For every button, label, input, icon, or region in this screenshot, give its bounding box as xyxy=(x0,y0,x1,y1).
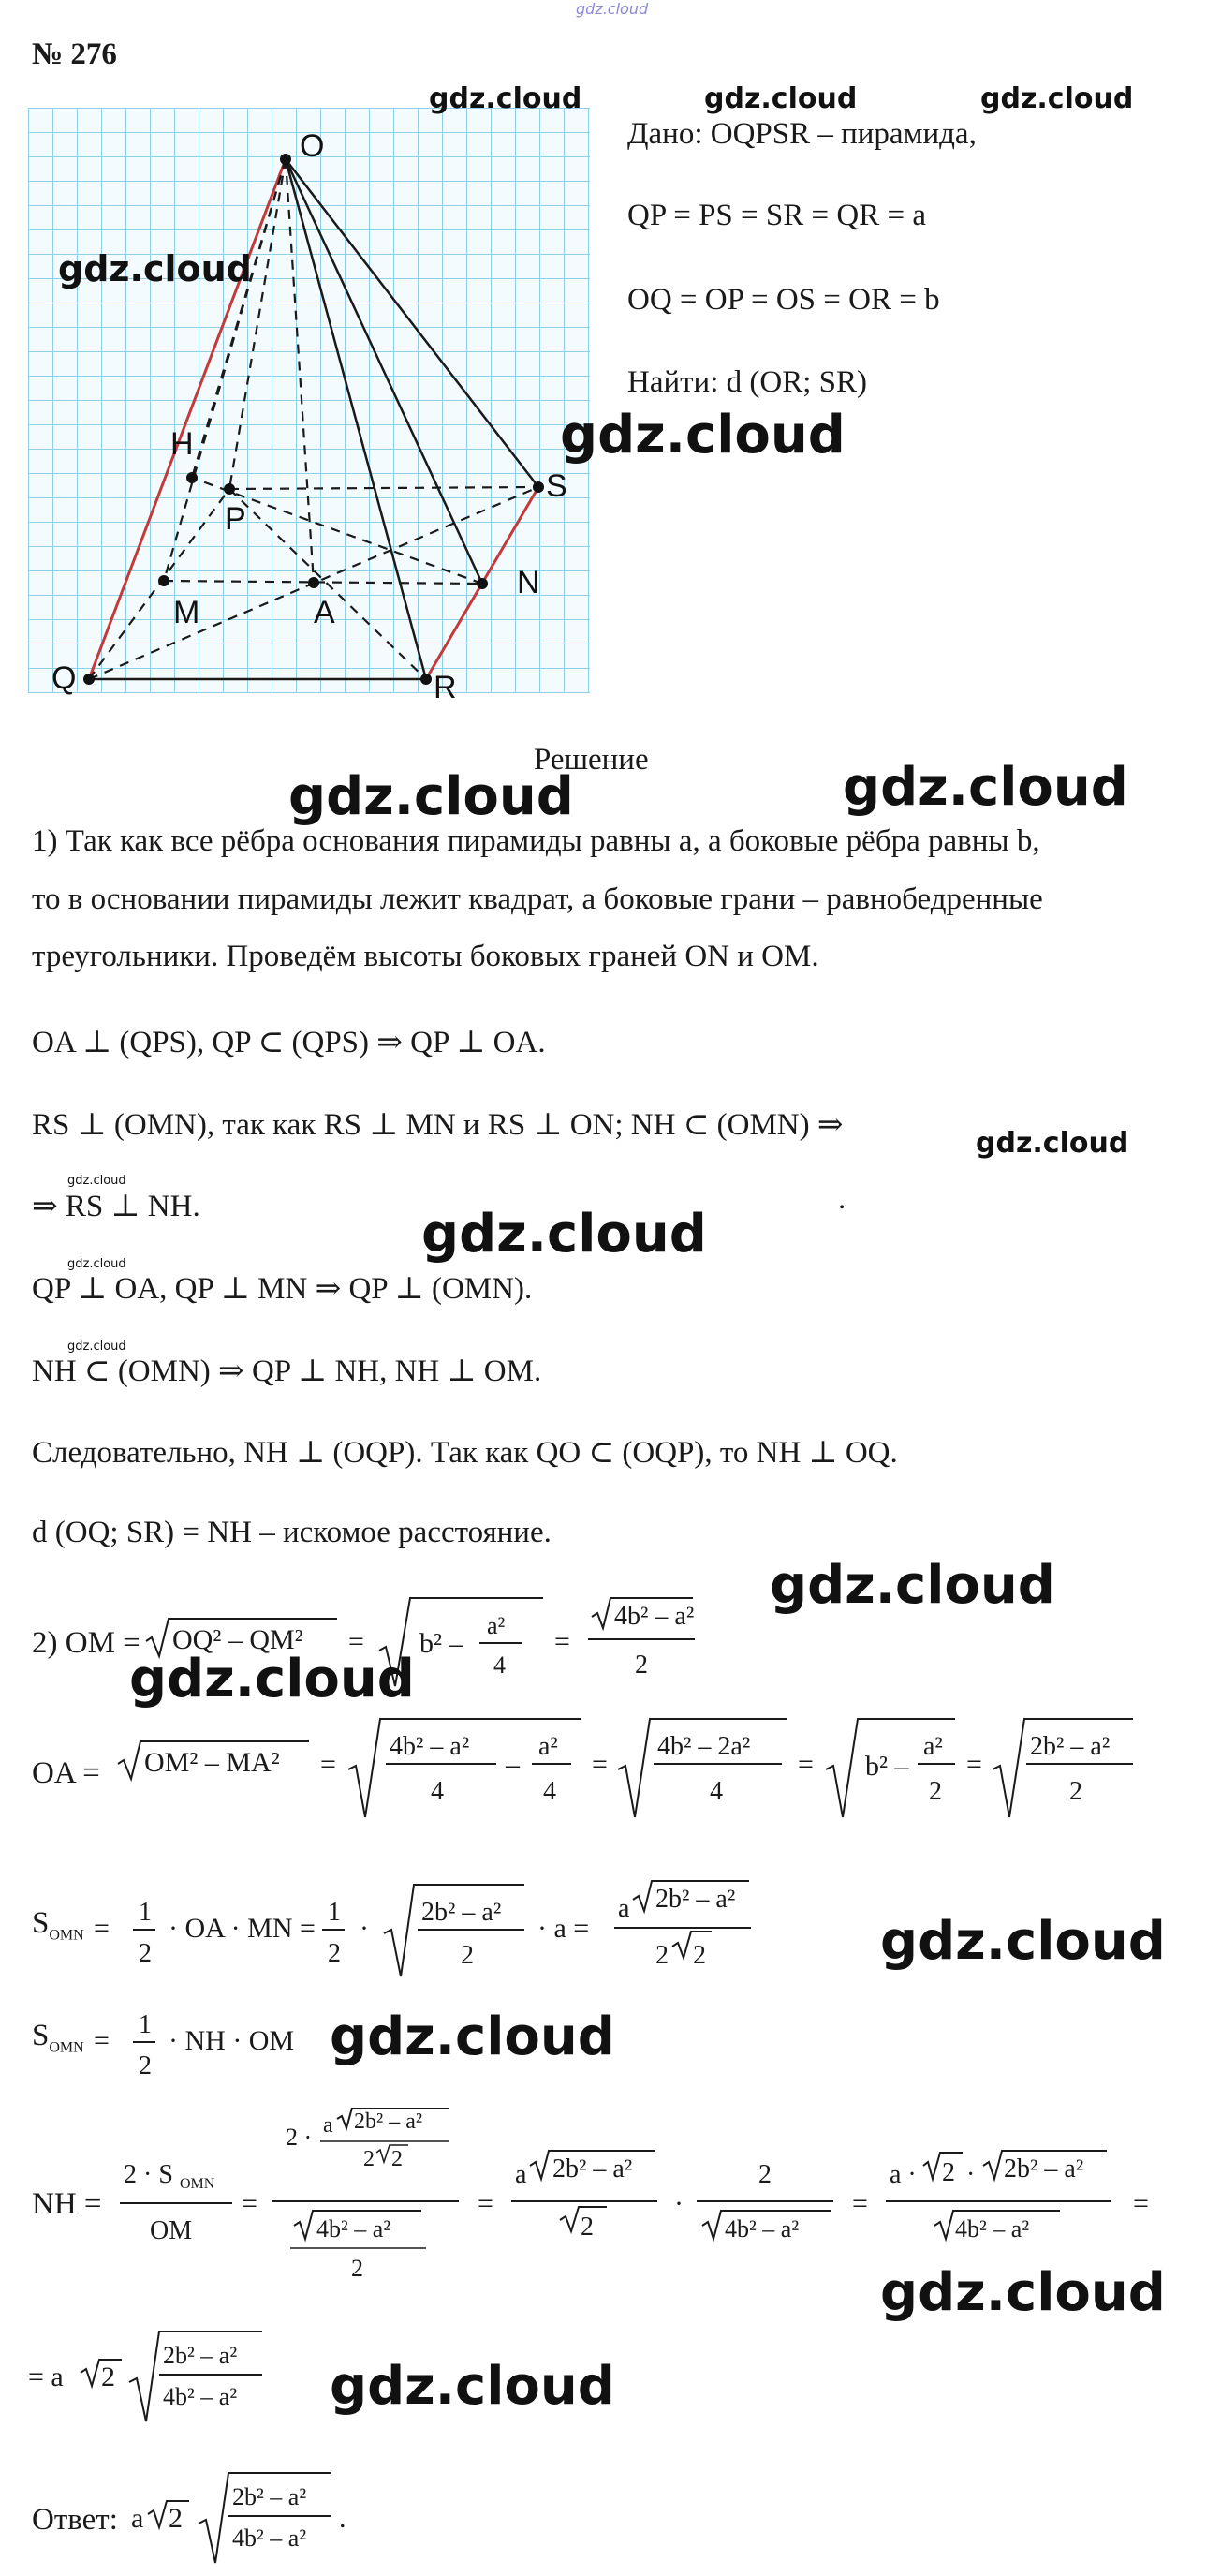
svg-text:· NH · OM: · NH · OM xyxy=(169,2025,295,2056)
svg-text:1: 1 xyxy=(328,1898,341,1927)
watermark: gdz.cloud xyxy=(330,2356,615,2417)
svg-text:a: a xyxy=(618,1894,630,1923)
solution-para-2: то в основании пирамиды лежит квадрат, а боковые грани – равнобедренные xyxy=(32,882,1043,916)
point-H xyxy=(186,472,198,483)
svg-text:a: a xyxy=(131,2503,144,2534)
svg-text:2b² – a²: 2b² – a² xyxy=(232,2483,307,2510)
svg-text:b² –: b² – xyxy=(865,1751,909,1782)
svg-text:4b² – a²: 4b² – a² xyxy=(232,2524,307,2552)
solution-line-2: RS ⊥ (OMN), так как RS ⊥ MN и RS ⊥ ON; NH ⊂ (OMN) ⇒ xyxy=(32,1108,844,1142)
svg-text:=: = xyxy=(852,2188,868,2219)
svg-text:a: a xyxy=(515,2160,527,2189)
svg-text:4b² – a²: 4b² – a² xyxy=(316,2215,391,2243)
point-A xyxy=(308,577,319,588)
svg-text:=: = xyxy=(592,1749,608,1780)
svg-text:OM² – MA²: OM² – MA² xyxy=(144,1747,280,1778)
watermark: gdz.cloud xyxy=(330,2006,615,2067)
svg-text:OMN: OMN xyxy=(180,2176,215,2192)
svg-text:2: 2 xyxy=(693,1941,706,1970)
svg-text:2: 2 xyxy=(758,2160,772,2189)
svg-text:=: = xyxy=(478,2188,493,2219)
point-R xyxy=(420,674,432,685)
svg-text:2b² – a²: 2b² – a² xyxy=(552,2154,633,2184)
svg-text:4b² – a²: 4b² – a² xyxy=(614,1602,695,1631)
solution-heading: Решение xyxy=(534,743,649,777)
solution-line-3: ⇒ RS ⊥ NH. xyxy=(32,1190,200,1223)
svg-text:· a =: · a = xyxy=(537,1913,590,1944)
svg-text:2: 2 xyxy=(461,1941,474,1970)
svg-text:1: 1 xyxy=(139,1898,152,1927)
svg-text:=: = xyxy=(966,1749,982,1780)
solution-line-1: OA ⊥ (QPS), QP ⊂ (QPS) ⇒ QP ⊥ OA. xyxy=(32,1026,546,1059)
svg-text:·: · xyxy=(674,2188,684,2219)
svg-text:2: 2 xyxy=(351,2255,363,2282)
svg-text:2b² – a²: 2b² – a² xyxy=(421,1898,502,1927)
given-line-4: Найти: d (OR; SR) xyxy=(627,365,867,399)
watermark: gdz.cloud xyxy=(421,1204,707,1265)
oa-label: OA = xyxy=(32,1756,100,1790)
label-R: R xyxy=(434,670,457,705)
label-O: O xyxy=(300,128,325,164)
svg-text:2b² – a²: 2b² – a² xyxy=(354,2110,423,2134)
svg-text:2: 2 xyxy=(942,2158,955,2187)
point-O xyxy=(280,154,291,165)
watermark-tiny: gdz.cloud xyxy=(67,1257,126,1271)
svg-text:OM: OM xyxy=(150,2216,193,2245)
stray-dot: . xyxy=(838,1182,846,1216)
watermark: gdz.cloud xyxy=(880,1911,1166,1972)
watermark: gdz.cloud xyxy=(770,1555,1055,1616)
solution-line-4: QP ⊥ OA, QP ⊥ MN ⇒ QP ⊥ (OMN). xyxy=(32,1272,533,1306)
svg-text:4b² – a²: 4b² – a² xyxy=(725,2215,800,2243)
watermark: gdz.cloud xyxy=(58,248,252,289)
solution-para-1: 1) Так как все рёбра основания пирамиды равны a, а боковые рёбра равны b, xyxy=(32,824,1040,858)
label-Q: Q xyxy=(51,660,77,696)
given-line-3: OQ = OP = OS = OR = b xyxy=(627,283,940,317)
svg-text:·: · xyxy=(360,1913,369,1944)
svg-text:4: 4 xyxy=(710,1777,723,1806)
label-M: M xyxy=(173,595,200,630)
svg-text:=: = xyxy=(94,1913,110,1944)
om-label: 2) OM = xyxy=(32,1626,140,1660)
label-S: S xyxy=(546,468,567,504)
svg-text:2: 2 xyxy=(363,2147,375,2171)
watermark: gdz.cloud xyxy=(288,766,574,827)
given-line-2: QP = PS = SR = QR = a xyxy=(627,199,926,232)
point-Q xyxy=(83,674,95,685)
label-N: N xyxy=(517,565,540,600)
solution-para-3: треугольники. Проведём высоты боковых граней ON и OM. xyxy=(32,940,819,973)
svg-text:2: 2 xyxy=(655,1941,669,1970)
answer-formula xyxy=(131,2469,375,2572)
svg-text:4b² – a²: 4b² – a² xyxy=(163,2383,238,2410)
svg-text:2: 2 xyxy=(101,2361,115,2392)
svg-text:4b² – a²: 4b² – a² xyxy=(390,1732,470,1761)
svg-text:2: 2 xyxy=(139,1939,152,1968)
svg-text:a²: a² xyxy=(487,1612,506,1639)
svg-text:2 · S: 2 · S xyxy=(124,2160,173,2189)
answer-label: Ответ: xyxy=(32,2503,118,2537)
watermark: gdz.cloud xyxy=(976,1127,1129,1160)
svg-text:.: . xyxy=(339,2503,346,2534)
s-omn-formula-1 xyxy=(94,1873,805,1986)
watermark-tiny: gdz.cloud xyxy=(67,1174,126,1188)
watermark: gdz.cloud xyxy=(129,1649,415,1710)
svg-text:2b² – a²: 2b² – a² xyxy=(1030,1732,1111,1761)
svg-text:2: 2 xyxy=(328,1939,341,1968)
svg-text:a ·: a · xyxy=(890,2160,917,2189)
svg-text:2: 2 xyxy=(391,2147,403,2171)
svg-text:2b² – a²: 2b² – a² xyxy=(163,2342,238,2369)
nh-result xyxy=(28,2328,281,2431)
label-P: P xyxy=(225,501,246,537)
svg-text:2: 2 xyxy=(635,1651,648,1680)
svg-text:=: = xyxy=(1133,2188,1149,2219)
svg-text:=: = xyxy=(348,1626,364,1657)
point-S xyxy=(533,481,544,493)
watermark: gdz.cloud xyxy=(429,82,582,115)
s-omn-label-2: $S_{OMN}$ xyxy=(32,2019,84,2056)
nh-label: NH = xyxy=(32,2187,102,2221)
watermark: gdz.cloud xyxy=(980,82,1134,115)
svg-text:=: = xyxy=(320,1749,336,1780)
svg-text:2: 2 xyxy=(169,2503,183,2534)
svg-text:a: a xyxy=(323,2113,333,2138)
svg-text:4b² – 2a²: 4b² – 2a² xyxy=(657,1732,751,1761)
header-site-watermark: gdz.cloud xyxy=(576,0,649,18)
watermark: gdz.cloud xyxy=(843,757,1128,818)
label-H: H xyxy=(170,426,194,462)
svg-text:·: · xyxy=(966,2160,976,2189)
point-N xyxy=(477,578,488,589)
svg-text:1: 1 xyxy=(139,2010,152,2039)
svg-text:2b² – a²: 2b² – a² xyxy=(655,1885,736,1914)
solution-line-5: NH ⊂ (OMN) ⇒ QP ⊥ NH, NH ⊥ OM. xyxy=(32,1355,542,1388)
svg-text:=: = xyxy=(798,1749,814,1780)
svg-text:b² –: b² – xyxy=(419,1628,463,1659)
watermark: gdz.cloud xyxy=(880,2262,1166,2323)
svg-text:a²: a² xyxy=(923,1732,943,1761)
svg-text:4: 4 xyxy=(431,1777,444,1806)
svg-text:=: = xyxy=(242,2188,257,2219)
svg-text:· OA · MN =: · OA · MN = xyxy=(169,1913,316,1944)
pyramid-figure xyxy=(28,108,590,707)
grid-background xyxy=(28,108,590,693)
svg-text:2 ·: 2 · xyxy=(286,2124,313,2151)
svg-text:OQ² – QM²: OQ² – QM² xyxy=(172,1624,303,1655)
point-P xyxy=(224,483,235,495)
solution-line-7: d (OQ; SR) = NH – искомое расстояние. xyxy=(32,1516,552,1549)
svg-text:2: 2 xyxy=(581,2213,594,2242)
svg-text:= a: = a xyxy=(28,2361,64,2392)
s-omn-label-1: $S_{OMN}$ xyxy=(32,1906,84,1944)
svg-text:2b² – a²: 2b² – a² xyxy=(1004,2154,1084,2184)
problem-number: № 276 xyxy=(32,37,117,71)
s-omn-formula-2 xyxy=(94,1986,337,2089)
svg-text:=: = xyxy=(554,1626,570,1657)
svg-text:=: = xyxy=(94,2025,110,2056)
solution-line-6: Следовательно, NH ⊥ (OQP). Так как QO ⊂ (OQP), то NH ⊥ OQ. xyxy=(32,1436,898,1470)
given-line-1: Дано: OQPSR – пирамида, xyxy=(627,117,977,151)
oa-formula xyxy=(112,1710,1142,1831)
label-A: A xyxy=(314,595,335,630)
point-M xyxy=(158,575,169,586)
svg-text:4b² – a²: 4b² – a² xyxy=(955,2215,1030,2243)
watermark: gdz.cloud xyxy=(560,405,846,466)
svg-text:a²: a² xyxy=(538,1732,558,1761)
watermark: gdz.cloud xyxy=(704,82,858,115)
svg-text:2: 2 xyxy=(1069,1777,1082,1806)
watermark-tiny: gdz.cloud xyxy=(67,1340,126,1354)
svg-text:4: 4 xyxy=(493,1651,506,1679)
svg-text:4: 4 xyxy=(543,1777,556,1806)
svg-text:–: – xyxy=(506,1749,520,1780)
svg-text:2: 2 xyxy=(929,1777,942,1806)
svg-text:2: 2 xyxy=(139,2051,152,2080)
